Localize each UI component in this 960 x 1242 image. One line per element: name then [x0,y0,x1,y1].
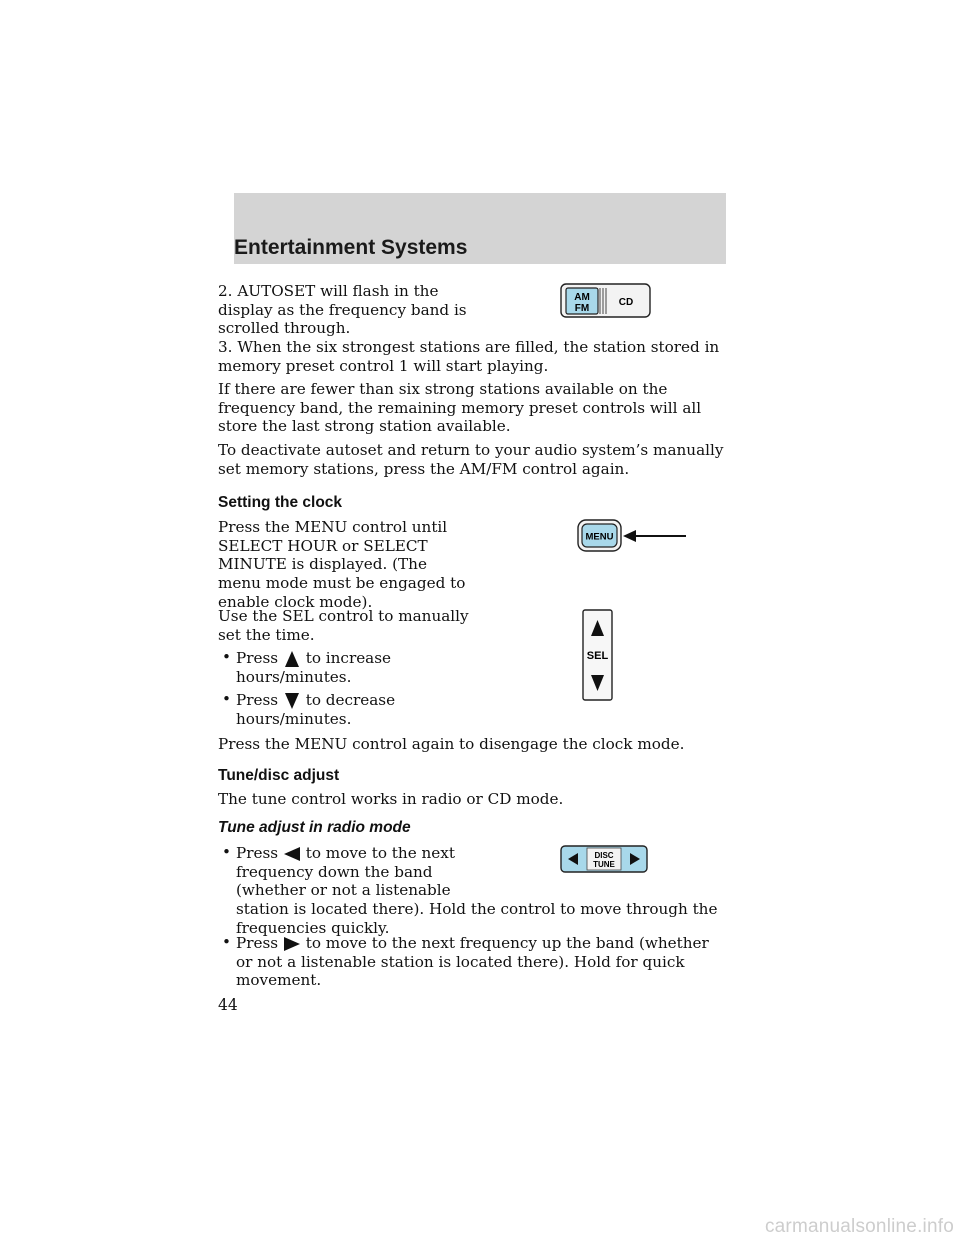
arrow-icon [623,530,686,542]
tune-up-desc-text: to move to the next frequency up the band (whether or not a listenable station is located there). Hold for quick movement. [236,934,709,990]
sel-control-paragraph: Use the SEL control to manually set the time. [218,607,469,644]
sel-control-illustration [582,609,614,702]
setting-clock-heading: Setting the clock [218,494,343,511]
tune-down-desc-b: station is located there). Hold the control to move through the frequencies quickly. [236,900,718,937]
menu-control-paragraph: Press the MENU control until SELECT HOUR or SELECT MINUTE is displayed. (The menu mode must be engaged to enable clock mode). [218,518,466,611]
sel-label: SEL [586,650,609,662]
watermark: carmanualsonline.info [764,1216,954,1237]
stations-filled-paragraph: 3. When the six strongest stations are filled, the station stored in memory preset control 1 will start playing. [218,338,720,375]
tune-up-press-text: Press [236,934,279,952]
tune-radio-subheading: Tune adjust in radio mode [218,819,411,836]
down-triangle-icon [283,692,301,710]
section-header [234,193,726,264]
section-title: Entertainment Systems [234,236,468,259]
amfm-label-top: AM [574,292,590,303]
tune-label: TUNE [593,860,615,869]
disengage-clock-paragraph: Press the MENU control again to disengage the clock mode. [218,735,685,753]
cd-label: CD [618,297,634,308]
decrease-bullet: • Press to decrease hours/minutes. [222,690,396,728]
page-number: 44 [218,996,238,1014]
tune-down-bullet: • Press to move to the next frequency down the band (whether or not a listenable station is located there). Hold the control to move through the frequencies quickly. [218,844,728,938]
tune-down-desc-a: to move to the next frequency down the band (whether or not a listenable [236,844,455,900]
deactivate-autoset-paragraph: To deactivate autoset and return to your audio system’s manually set memory stations, press the AM/FM control again. [218,441,724,478]
menu-control-illustration [577,518,689,554]
amfm-label-bottom: FM [574,303,590,314]
tune-control-paragraph: The tune control works in radio or CD mode. [218,790,564,808]
increase-press-text: Press [236,649,279,667]
tune-disc-heading: Tune/disc adjust [218,767,340,784]
menu-label: MENU [585,531,614,543]
increase-bullet: • Press to increase hours/minutes. [222,648,392,686]
left-triangle-icon [283,846,301,862]
autoset-flash-paragraph: 2. AUTOSET will flash in the display as the frequency band is scrolled through. [218,282,467,338]
up-triangle-icon [283,650,301,668]
tune-down-press-text: Press [236,844,279,862]
decrease-press-text: Press [236,691,279,709]
decrease-desc-text: to decrease hours/minutes. [236,691,396,728]
tune-up-bullet: • Press to move to the next frequency up the band (whether or not a listenable station is located there). Hold for quick movement. [222,933,709,990]
disc-tune-control-illustration [560,845,650,875]
disc-label: DISC [594,851,614,860]
increase-desc-text: to increase hours/minutes. [236,649,392,686]
fewer-stations-paragraph: If there are fewer than six strong stations available on the frequency band, the remaining memory preset controls will all store the last strong station available. [218,380,702,436]
amfm-cd-control-illustration [560,283,652,319]
right-triangle-icon [283,936,301,952]
